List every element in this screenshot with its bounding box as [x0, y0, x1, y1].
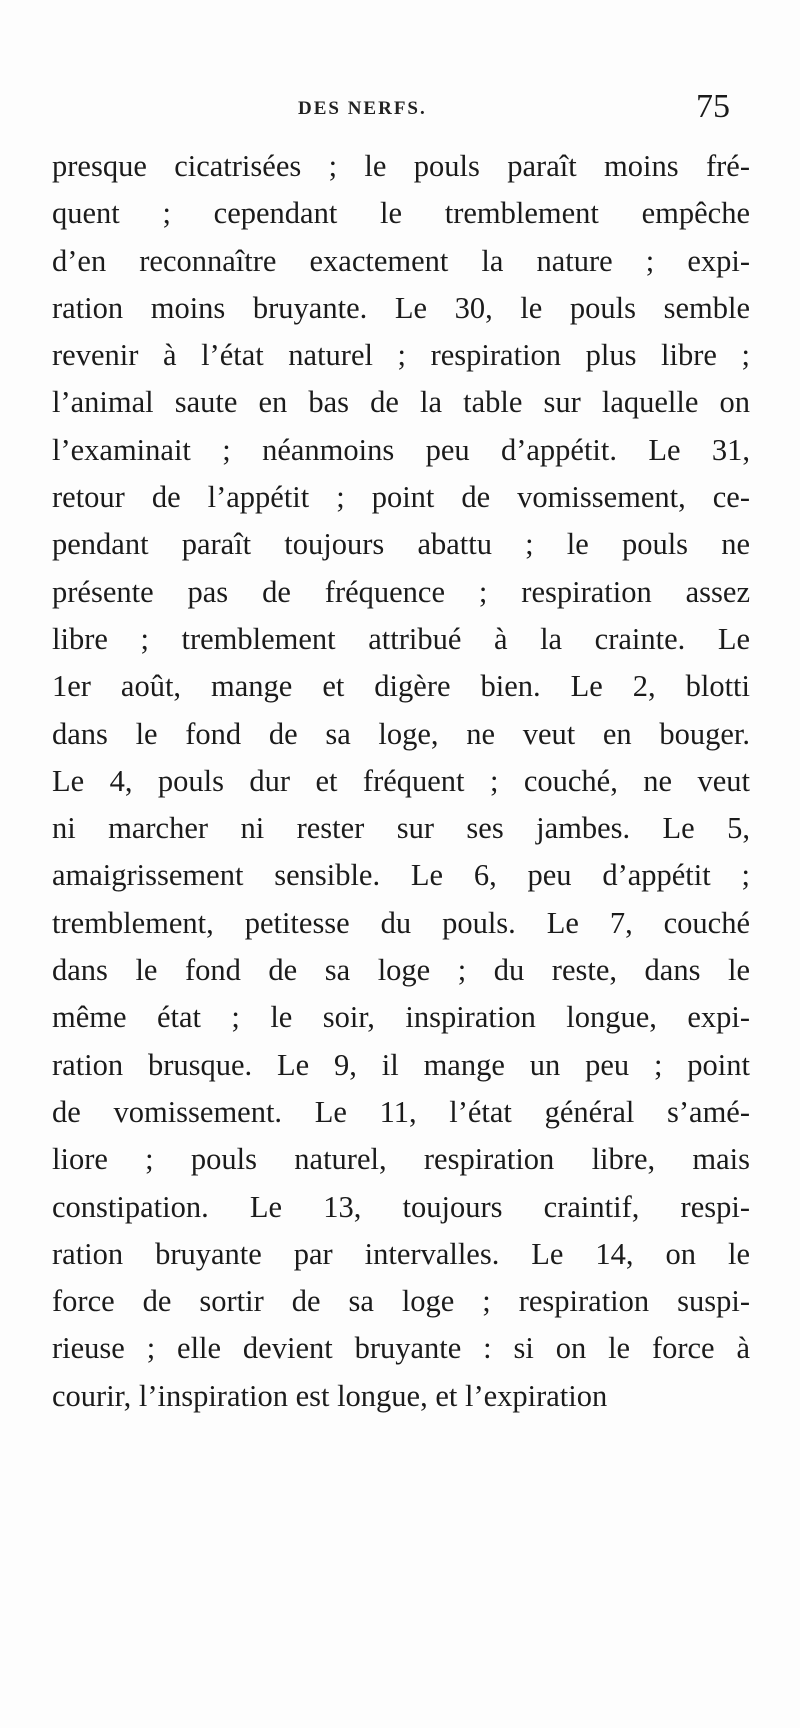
text-line: ration bruyante par intervalles. Le 14, on le	[52, 1236, 750, 1271]
text-line: liore ; pouls naturel, respiration libre, mais	[52, 1142, 750, 1177]
text-line: l’animal saute en bas de la table sur laquelle on	[52, 385, 750, 420]
text-line: libre ; tremblement attribué à la crainte. Le	[52, 621, 750, 656]
text-line: retour de l’appétit ; point de vomissement, ce-	[52, 480, 750, 515]
text-line: l’examinait ; néanmoins peu d’appétit. Le 31,	[52, 432, 750, 467]
page-number: 75	[696, 88, 730, 125]
text-line: courir, l’inspiration est longue, et l’expiration	[52, 1378, 608, 1413]
text-line: même état ; le soir, inspiration longue, expi-	[52, 1000, 750, 1035]
running-head: DES NERFS.	[298, 98, 427, 119]
text-line: amaigrissement sensible. Le 6, peu d’appétit ;	[52, 858, 750, 893]
text-line: ration moins bruyante. Le 30, le pouls semble	[52, 290, 750, 325]
body-text	[52, 143, 750, 1420]
text-line: dans le fond de sa loge, ne veut en bouger.	[52, 716, 750, 751]
text-line: 1er août, mange et digère bien. Le 2, blotti	[52, 669, 750, 704]
page-header	[0, 88, 800, 132]
text-line: Le 4, pouls dur et fréquent ; couché, ne veut	[52, 763, 750, 798]
text-line: pendant paraît toujours abattu ; le pouls ne	[52, 527, 750, 562]
text-line: tremblement, petitesse du pouls. Le 7, couché	[52, 905, 750, 940]
text-line: présente pas de fréquence ; respiration assez	[52, 574, 750, 609]
text-line: rieuse ; elle devient bruyante : si on le force à	[52, 1331, 750, 1366]
text-line: dans le fond de sa loge ; du reste, dans le	[52, 953, 750, 988]
text-line: d’en reconnaître exactement la nature ; expi-	[52, 243, 750, 278]
text-line: ration brusque. Le 9, il mange un peu ; point	[52, 1047, 750, 1082]
text-line: force de sortir de sa loge ; respiration suspi-	[52, 1284, 750, 1319]
text-line: revenir à l’état naturel ; respiration plus libre ;	[52, 338, 750, 373]
text-line: presque cicatrisées ; le pouls paraît moins fré-	[52, 149, 750, 183]
text-line: de vomissement. Le 11, l’état général s’amé-	[52, 1094, 750, 1129]
text-line: quent ; cependant le tremblement empêche	[52, 196, 750, 231]
text-line: constipation. Le 13, toujours craintif, respi-	[52, 1189, 750, 1224]
text-line: ni marcher ni rester sur ses jambes. Le 5,	[52, 811, 750, 846]
